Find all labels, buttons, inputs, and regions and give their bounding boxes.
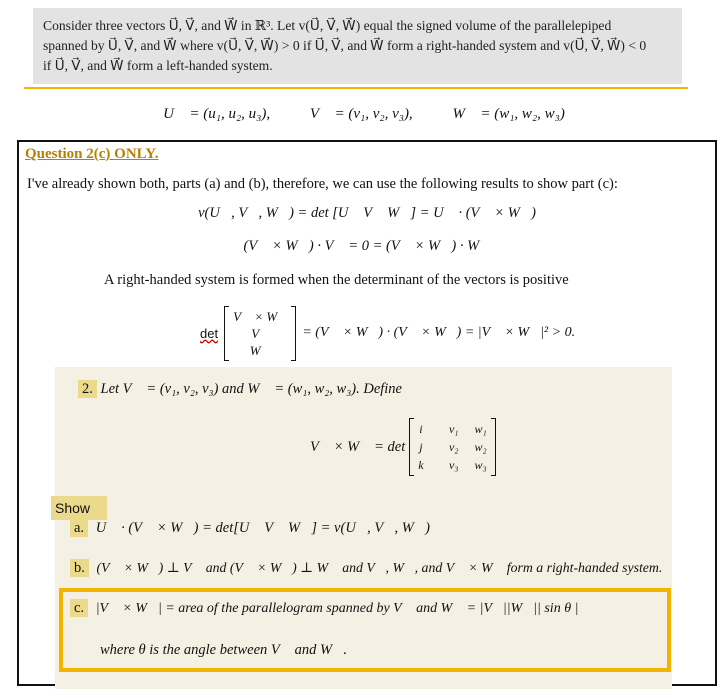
cell-w1: w₁ (474, 422, 487, 436)
part-a-text: U⃗ · (V⃗ × W⃗) = det[U⃗ V⃗ W⃗] = v(U⃗, V⃗, W⃗) (95, 520, 430, 536)
question-title: Question 2(c) ONLY. (25, 146, 159, 162)
problem-statement-box (33, 8, 682, 84)
vector-u: U⃗ = (u₁, u₂, u₃), (163, 106, 271, 122)
cell-w3: w₃ (474, 458, 487, 472)
part-c-text: |V⃗ × W⃗| = area of the parallelogram spanned by V⃗ and W⃗ = |V⃗||W⃗|| sin θ | (95, 601, 579, 616)
problem-intro (78, 381, 402, 398)
determinant-equation (200, 303, 620, 363)
problem-statement-text (43, 16, 683, 76)
vector-w: W⃗ = (w₁, w₂, w₃) (452, 106, 565, 122)
det-rhs: = (V⃗ × W⃗) · (V⃗ × W⃗) = |V⃗ × W⃗|² > 0. (302, 325, 576, 340)
cell-v2: v₂ (448, 440, 459, 454)
equation-orthogonal: (V⃗ × W⃗) · V⃗ = 0 = (V⃗ × W⃗) · W⃗ (243, 238, 491, 254)
det-matrix (224, 306, 296, 361)
part-c-where: where θ is the angle between V⃗ and W⃗. (100, 642, 347, 658)
cell-v1: v₁ (448, 422, 459, 436)
part-b (70, 560, 670, 577)
part-c-label: c. (70, 599, 88, 617)
det-row-1: V⃗ × W⃗ (233, 308, 288, 324)
vector-v: V⃗ = (v₁, v₂, v₃), (309, 106, 413, 122)
part-a (70, 520, 430, 537)
det-label: det (200, 325, 219, 341)
det-row-3: W⃗ (249, 342, 271, 358)
problem-number: 2. (78, 380, 97, 398)
cross-matrix (409, 418, 495, 476)
cross-product-definition (310, 418, 496, 476)
part-c (70, 600, 665, 617)
problem-text: Let V⃗ = (v₁, v₂, v₃) and W⃗ = (w₁, w₂, w₃). Define (100, 381, 402, 397)
part-a-label: a. (70, 519, 88, 537)
cross-lhs: V⃗ × W⃗ = det (310, 438, 406, 455)
intro-text: I've already shown both, parts (a) and (b), therefore, we can use the following results to show part (c): (27, 176, 618, 192)
show-label: Show (51, 496, 107, 520)
gold-divider (24, 87, 688, 89)
cell-k: k⃗ (418, 458, 433, 472)
cell-j: j⃗ (419, 440, 432, 454)
det-row-2: V⃗ (251, 325, 270, 341)
statement-line-3: if U⃗, V⃗, and W⃗ form a left-handed system. (43, 58, 273, 73)
part-b-label: b. (70, 559, 89, 577)
vector-definitions (20, 106, 708, 123)
right-handed-text: A right-handed system is formed when the determinant of the vectors is positive (104, 272, 569, 288)
cell-v3: v₃ (448, 458, 459, 472)
equation-volume: v(U⃗, V⃗, W⃗) = det [U⃗ V⃗ W⃗] = U⃗ · (V⃗ × W⃗) (198, 205, 536, 221)
statement-line-1: Consider three vectors U⃗, V⃗, and W⃗ in ℝ³. Let v(U⃗, V⃗, W⃗) equal the signed volume of the parallelepiped (43, 18, 612, 33)
cell-i: i⃗ (419, 422, 432, 436)
part-b-text: (V⃗ × W⃗) ⊥ V⃗ and (V⃗ × W⃗) ⊥ W⃗ and V⃗, W⃗, and V⃗ × W⃗ form a right-handed system. (96, 560, 663, 575)
cell-w2: w₂ (474, 440, 487, 454)
statement-line-2: spanned by U⃗, V⃗, and W⃗ where v(U⃗, V⃗, W⃗) > 0 if U⃗, V⃗, and W⃗ form a right-handed system and v(U⃗, V⃗, W⃗) < 0 (43, 38, 647, 53)
